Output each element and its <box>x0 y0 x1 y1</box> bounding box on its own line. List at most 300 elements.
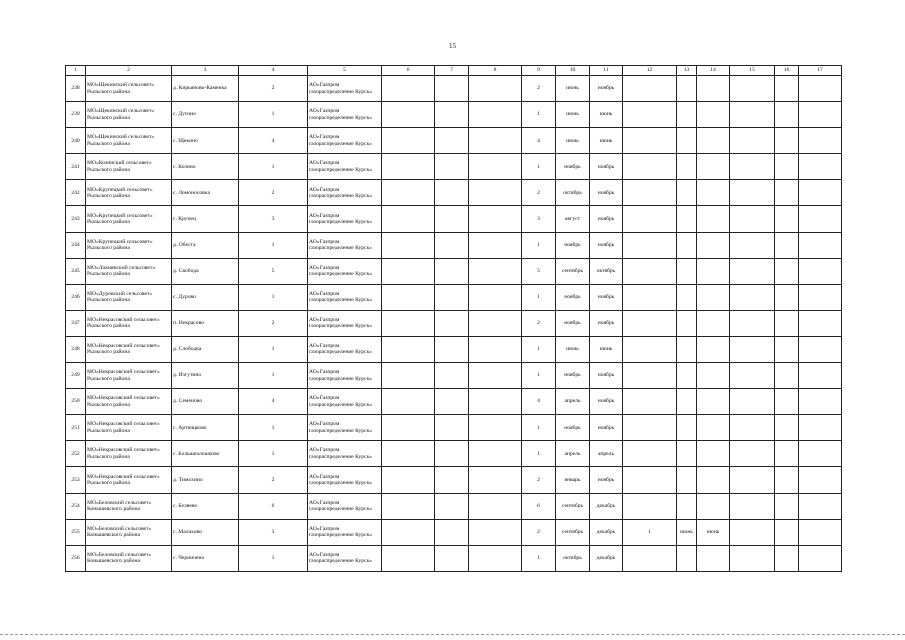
count-cell: 4 <box>239 128 308 154</box>
settlement-cell: с. Большеалошково <box>172 441 239 467</box>
col15-cell <box>730 389 775 415</box>
col15-cell <box>730 467 775 493</box>
col12-cell <box>623 467 677 493</box>
quantity-cell: 1 <box>522 232 556 258</box>
col17-cell <box>799 415 842 441</box>
col8-cell <box>469 206 522 232</box>
row-number: 244 <box>66 232 86 258</box>
start-month-cell: октябрь <box>556 545 590 571</box>
col16-cell <box>775 232 799 258</box>
table-row <box>66 154 842 180</box>
col15-cell <box>730 363 775 389</box>
col12-cell <box>623 76 677 102</box>
end-month-cell: июнь <box>590 102 623 128</box>
col12-cell <box>623 258 677 284</box>
organization-cell: АО«Газпром газораспределение Курск» <box>308 545 382 571</box>
col6-cell <box>382 76 435 102</box>
start-month-cell: ноябрь <box>556 232 590 258</box>
col6-cell <box>382 232 435 258</box>
col15-cell <box>730 76 775 102</box>
col16-cell <box>775 493 799 519</box>
col7-cell <box>435 336 469 362</box>
col15-cell <box>730 519 775 545</box>
col12-cell <box>623 493 677 519</box>
table-row <box>66 363 842 389</box>
col16-cell <box>775 102 799 128</box>
col6-cell <box>382 128 435 154</box>
col14-cell <box>697 76 730 102</box>
col6-cell <box>382 519 435 545</box>
col13-cell <box>677 441 697 467</box>
col17-cell <box>799 284 842 310</box>
col17-cell <box>799 467 842 493</box>
column-header-13: 13 <box>677 66 697 76</box>
row-number: 239 <box>66 102 86 128</box>
col8-cell <box>469 415 522 441</box>
col17-cell <box>799 102 842 128</box>
col8-cell <box>469 441 522 467</box>
end-month-cell: июнь <box>590 336 623 362</box>
col7-cell <box>435 545 469 571</box>
municipality-cell: МО«Некрасовский сельсовет» Рыльского района <box>86 389 172 415</box>
col6-cell <box>382 154 435 180</box>
quantity-cell: 1 <box>522 415 556 441</box>
col16-cell <box>775 128 799 154</box>
col15-cell <box>730 310 775 336</box>
table-row <box>66 493 842 519</box>
col6-cell <box>382 363 435 389</box>
settlement-cell: с. Малахово <box>172 519 239 545</box>
row-number: 251 <box>66 415 86 441</box>
municipality-cell: МО«Щекинский сельсовет» Рыльского района <box>86 128 172 154</box>
quantity-cell: 6 <box>522 493 556 519</box>
column-header-11: 11 <box>590 66 623 76</box>
start-month-cell: ноябрь <box>556 363 590 389</box>
col12-cell <box>623 154 677 180</box>
table-row <box>66 519 842 545</box>
col13-cell <box>677 206 697 232</box>
municipality-cell: МО«Щекинский сельсовет» Рыльского района <box>86 102 172 128</box>
col12-cell <box>623 363 677 389</box>
end-month-cell: ноябрь <box>590 389 623 415</box>
start-month-cell: ноябрь <box>556 415 590 441</box>
settlement-cell: с. Козино <box>172 154 239 180</box>
col7-cell <box>435 363 469 389</box>
end-month-cell: декабрь <box>590 519 623 545</box>
col14-cell <box>697 310 730 336</box>
col8-cell <box>469 363 522 389</box>
count-cell: 3 <box>239 519 308 545</box>
count-cell: 1 <box>239 363 308 389</box>
col7-cell <box>435 154 469 180</box>
col8-cell <box>469 336 522 362</box>
col16-cell <box>775 258 799 284</box>
settlement-cell: с. Щекино <box>172 128 239 154</box>
start-month-cell: август <box>556 206 590 232</box>
organization-cell: АО«Газпром газораспределение Курск» <box>308 258 382 284</box>
col17-cell <box>799 258 842 284</box>
municipality-cell: МО«Некрасовский сельсовет» Рыльского района <box>86 310 172 336</box>
row-number: 246 <box>66 284 86 310</box>
col6-cell <box>382 206 435 232</box>
start-month-cell: ноябрь <box>556 310 590 336</box>
settlement-cell: с. Крупец <box>172 206 239 232</box>
start-month-cell: сентябрь <box>556 493 590 519</box>
row-number: 248 <box>66 336 86 362</box>
col6-cell <box>382 310 435 336</box>
column-header-12: 12 <box>623 66 677 76</box>
table-body <box>66 76 842 572</box>
col14-cell <box>697 545 730 571</box>
organization-cell: АО«Газпром газораспределение Курск» <box>308 128 382 154</box>
col17-cell <box>799 493 842 519</box>
col6-cell <box>382 258 435 284</box>
count-cell: 4 <box>239 389 308 415</box>
settlement-cell: д. Кирьяново-Каменка <box>172 76 239 102</box>
organization-cell: АО«Газпром газораспределение Курск» <box>308 232 382 258</box>
row-number: 254 <box>66 493 86 519</box>
settlement-cell: д. Свобода <box>172 258 239 284</box>
row-number: 243 <box>66 206 86 232</box>
col17-cell <box>799 519 842 545</box>
col6-cell <box>382 545 435 571</box>
organization-cell: АО«Газпром газораспределение Курск» <box>308 493 382 519</box>
col6-cell <box>382 180 435 206</box>
col12-cell <box>623 128 677 154</box>
col7-cell <box>435 128 469 154</box>
scan-edge-line <box>0 634 905 635</box>
col17-cell <box>799 310 842 336</box>
col16-cell <box>775 76 799 102</box>
col16-cell <box>775 415 799 441</box>
table-row <box>66 336 842 362</box>
col7-cell <box>435 415 469 441</box>
col13-cell <box>677 467 697 493</box>
col14-cell <box>697 180 730 206</box>
col13-cell <box>677 545 697 571</box>
quantity-cell: 4 <box>522 128 556 154</box>
col13-cell <box>677 154 697 180</box>
table-row <box>66 310 842 336</box>
end-month-cell: ноябрь <box>590 154 623 180</box>
col12-cell <box>623 180 677 206</box>
col12-cell <box>623 441 677 467</box>
col13-cell: июнь <box>677 519 697 545</box>
settlement-cell: д. Тимохино <box>172 467 239 493</box>
municipality-cell: МО«Некрасовский сельсовет» Рыльского района <box>86 467 172 493</box>
col15-cell <box>730 336 775 362</box>
column-header-2: 2 <box>86 66 172 76</box>
col8-cell <box>469 128 522 154</box>
municipality-cell: МО«Дуровский сельсовет» Рыльского района <box>86 284 172 310</box>
col12-cell <box>623 336 677 362</box>
col17-cell <box>799 441 842 467</box>
organization-cell: АО«Газпром газораспределение Курск» <box>308 180 382 206</box>
organization-cell: АО«Газпром газораспределение Курск» <box>308 467 382 493</box>
municipality-cell: МО«Крупецкий сельсовет» Рыльского района <box>86 232 172 258</box>
col15-cell <box>730 258 775 284</box>
col12-cell: 1 <box>623 519 677 545</box>
col17-cell <box>799 206 842 232</box>
column-header-16: 16 <box>775 66 799 76</box>
count-cell: 1 <box>239 232 308 258</box>
end-month-cell: декабрь <box>590 493 623 519</box>
quantity-cell: 5 <box>522 258 556 284</box>
col8-cell <box>469 76 522 102</box>
col15-cell <box>730 128 775 154</box>
col12-cell <box>623 310 677 336</box>
municipality-cell: МО«Беловский сельсовет» Конышевского района <box>86 519 172 545</box>
col14-cell <box>697 493 730 519</box>
settlement-cell: с. Дугино <box>172 102 239 128</box>
col6-cell <box>382 441 435 467</box>
organization-cell: АО«Газпром газораспределение Курск» <box>308 310 382 336</box>
end-month-cell: ноябрь <box>590 415 623 441</box>
quantity-cell: 1 <box>522 545 556 571</box>
col7-cell <box>435 441 469 467</box>
col8-cell <box>469 467 522 493</box>
col16-cell <box>775 206 799 232</box>
col15-cell <box>730 180 775 206</box>
column-header-3: 3 <box>172 66 239 76</box>
end-month-cell: ноябрь <box>590 284 623 310</box>
col12-cell <box>623 232 677 258</box>
end-month-cell: ноябрь <box>590 310 623 336</box>
col15-cell <box>730 441 775 467</box>
col8-cell <box>469 180 522 206</box>
col13-cell <box>677 180 697 206</box>
col14-cell <box>697 102 730 128</box>
table-row <box>66 389 842 415</box>
settlement-cell: с. Ломоносовка <box>172 180 239 206</box>
table-row <box>66 180 842 206</box>
start-month-cell: июнь <box>556 76 590 102</box>
column-header-6: 6 <box>382 66 435 76</box>
organization-cell: АО«Газпром газораспределение Курск» <box>308 389 382 415</box>
organization-cell: АО«Газпром газораспределение Курск» <box>308 441 382 467</box>
quantity-cell: 1 <box>522 441 556 467</box>
col14-cell <box>697 415 730 441</box>
col16-cell <box>775 310 799 336</box>
col7-cell <box>435 310 469 336</box>
organization-cell: АО«Газпром газораспределение Курск» <box>308 206 382 232</box>
col13-cell <box>677 310 697 336</box>
col12-cell <box>623 102 677 128</box>
start-month-cell: ноябрь <box>556 154 590 180</box>
quantity-cell: 1 <box>522 284 556 310</box>
count-cell: 1 <box>239 102 308 128</box>
row-number: 247 <box>66 310 86 336</box>
end-month-cell: ноябрь <box>590 232 623 258</box>
col6-cell <box>382 493 435 519</box>
col15-cell <box>730 206 775 232</box>
start-month-cell: сентябрь <box>556 258 590 284</box>
col14-cell: июнь <box>697 519 730 545</box>
start-month-cell: апрель <box>556 441 590 467</box>
col16-cell <box>775 467 799 493</box>
col13-cell <box>677 389 697 415</box>
col12-cell <box>623 206 677 232</box>
col14-cell <box>697 467 730 493</box>
table-row <box>66 232 842 258</box>
col16-cell <box>775 336 799 362</box>
col15-cell <box>730 284 775 310</box>
col7-cell <box>435 206 469 232</box>
col13-cell <box>677 363 697 389</box>
col12-cell <box>623 284 677 310</box>
organization-cell: АО«Газпром газораспределение Курск» <box>308 76 382 102</box>
count-cell: 6 <box>239 493 308 519</box>
col17-cell <box>799 128 842 154</box>
col7-cell <box>435 519 469 545</box>
row-number: 253 <box>66 467 86 493</box>
row-number: 242 <box>66 180 86 206</box>
row-number: 241 <box>66 154 86 180</box>
row-number: 249 <box>66 363 86 389</box>
quantity-cell: 2 <box>522 76 556 102</box>
col13-cell <box>677 284 697 310</box>
col7-cell <box>435 76 469 102</box>
municipality-cell: МО«Некрасовский сельсовет» Рыльского района <box>86 336 172 362</box>
col6-cell <box>382 415 435 441</box>
col7-cell <box>435 284 469 310</box>
column-header-7: 7 <box>435 66 469 76</box>
col17-cell <box>799 232 842 258</box>
col7-cell <box>435 258 469 284</box>
organization-cell: АО«Газпром газораспределение Курск» <box>308 102 382 128</box>
col12-cell <box>623 389 677 415</box>
table-row <box>66 128 842 154</box>
col13-cell <box>677 76 697 102</box>
col8-cell <box>469 232 522 258</box>
col15-cell <box>730 493 775 519</box>
quantity-cell: 4 <box>522 389 556 415</box>
start-month-cell: январь <box>556 467 590 493</box>
quantity-cell: 1 <box>522 363 556 389</box>
organization-cell: АО«Газпром газораспределение Курск» <box>308 284 382 310</box>
quantity-cell: 1 <box>522 336 556 362</box>
count-cell: 1 <box>239 336 308 362</box>
col15-cell <box>730 154 775 180</box>
start-month-cell: октябрь <box>556 180 590 206</box>
organization-cell: АО«Газпром газораспределение Курск» <box>308 154 382 180</box>
municipality-cell: МО«Крупецкий сельсовет» Рыльского района <box>86 206 172 232</box>
col8-cell <box>469 102 522 128</box>
col16-cell <box>775 389 799 415</box>
start-month-cell: июнь <box>556 128 590 154</box>
col14-cell <box>697 258 730 284</box>
col16-cell <box>775 363 799 389</box>
col6-cell <box>382 389 435 415</box>
col15-cell <box>730 102 775 128</box>
count-cell: 2 <box>239 310 308 336</box>
count-cell: 1 <box>239 441 308 467</box>
col16-cell <box>775 441 799 467</box>
col17-cell <box>799 76 842 102</box>
settlement-cell: с. Беляево <box>172 493 239 519</box>
count-cell: 2 <box>239 467 308 493</box>
column-header-1: 1 <box>66 66 86 76</box>
table-row <box>66 258 842 284</box>
settlement-cell: д. Обеста <box>172 232 239 258</box>
row-number: 240 <box>66 128 86 154</box>
settlement-cell: д. Изгутино <box>172 363 239 389</box>
col17-cell <box>799 336 842 362</box>
table-row <box>66 284 842 310</box>
end-month-cell: октябрь <box>590 258 623 284</box>
col8-cell <box>469 545 522 571</box>
col12-cell <box>623 415 677 441</box>
page-number: 15 <box>449 42 456 50</box>
settlement-cell: д. Слободка <box>172 336 239 362</box>
end-month-cell: ноябрь <box>590 76 623 102</box>
table-row <box>66 206 842 232</box>
col12-cell <box>623 545 677 571</box>
column-number-row <box>66 66 842 76</box>
col14-cell <box>697 154 730 180</box>
count-cell: 5 <box>239 258 308 284</box>
col8-cell <box>469 258 522 284</box>
organization-cell: АО«Газпром газораспределение Курск» <box>308 519 382 545</box>
quantity-cell: 2 <box>522 310 556 336</box>
quantity-cell: 3 <box>522 206 556 232</box>
col13-cell <box>677 232 697 258</box>
settlement-cell: с. Дурово <box>172 284 239 310</box>
row-number: 252 <box>66 441 86 467</box>
settlement-cell: с. Черничено <box>172 545 239 571</box>
col16-cell <box>775 284 799 310</box>
column-header-4: 4 <box>239 66 308 76</box>
organization-cell: АО«Газпром газораспределение Курск» <box>308 415 382 441</box>
col13-cell <box>677 128 697 154</box>
col14-cell <box>697 336 730 362</box>
count-cell: 2 <box>239 180 308 206</box>
end-month-cell: апрель <box>590 441 623 467</box>
table-row <box>66 441 842 467</box>
municipality-cell: МО«Беловский сельсовет» Конышевского района <box>86 545 172 571</box>
col14-cell <box>697 206 730 232</box>
col6-cell <box>382 467 435 493</box>
table-row <box>66 467 842 493</box>
col14-cell <box>697 363 730 389</box>
col15-cell <box>730 545 775 571</box>
row-number: 250 <box>66 389 86 415</box>
quantity-cell: 2 <box>522 180 556 206</box>
municipality-cell: МО«Локнянский сельсовет» Рыльского района <box>86 258 172 284</box>
column-header-9: 9 <box>522 66 556 76</box>
col14-cell <box>697 441 730 467</box>
quantity-cell: 2 <box>522 519 556 545</box>
row-number: 238 <box>66 76 86 102</box>
col7-cell <box>435 467 469 493</box>
end-month-cell: ноябрь <box>590 467 623 493</box>
col8-cell <box>469 389 522 415</box>
column-header-8: 8 <box>469 66 522 76</box>
municipality-cell: МО«Козинский сельсовет» Рыльского района <box>86 154 172 180</box>
start-month-cell: сентябрь <box>556 519 590 545</box>
col14-cell <box>697 284 730 310</box>
col7-cell <box>435 102 469 128</box>
count-cell: 1 <box>239 154 308 180</box>
start-month-cell: июнь <box>556 102 590 128</box>
quantity-cell: 1 <box>522 102 556 128</box>
col7-cell <box>435 493 469 519</box>
col8-cell <box>469 310 522 336</box>
col17-cell <box>799 389 842 415</box>
end-month-cell: июнь <box>590 128 623 154</box>
col8-cell <box>469 284 522 310</box>
col17-cell <box>799 180 842 206</box>
